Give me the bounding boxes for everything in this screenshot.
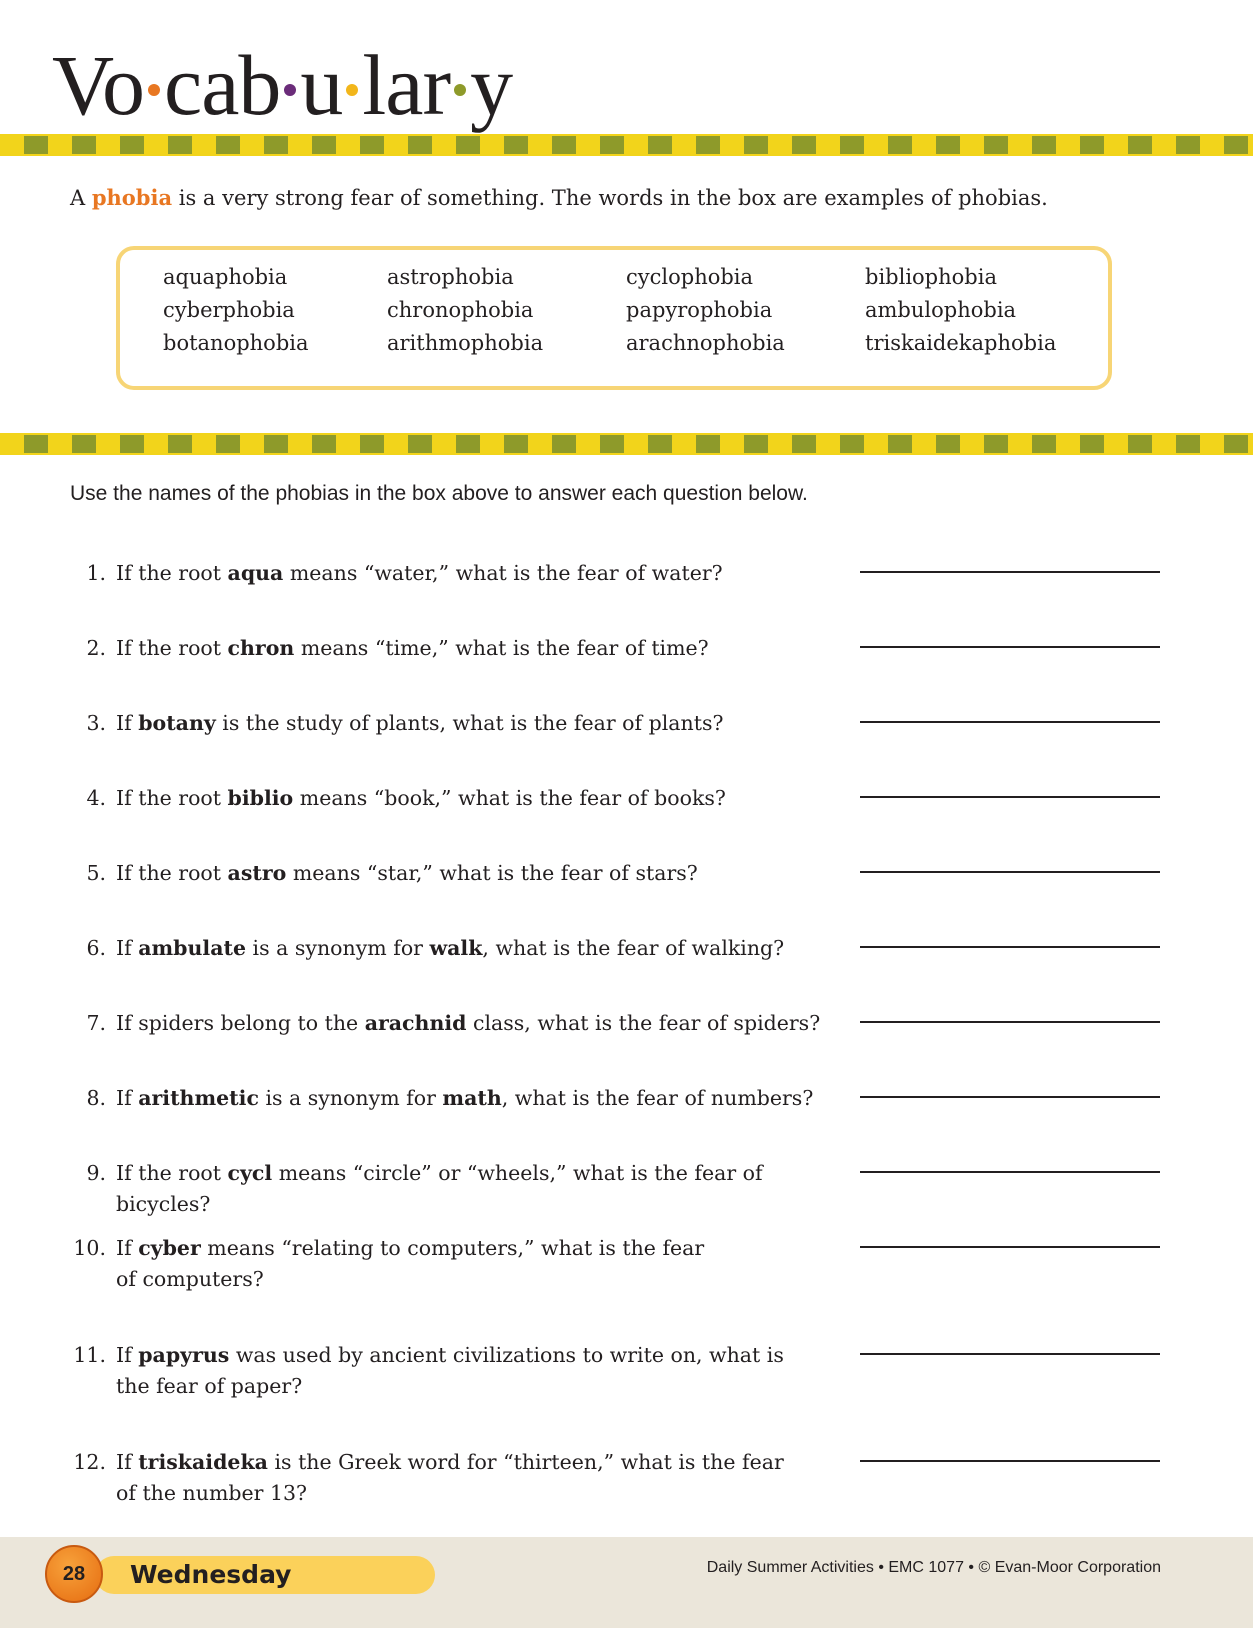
title-syllable: lar: [362, 37, 451, 133]
syllable-dot: [454, 84, 466, 96]
word-box-item: papyrophobia: [626, 298, 773, 322]
answer-line[interactable]: [860, 1246, 1160, 1248]
answer-line[interactable]: [860, 571, 1160, 573]
intro-keyword: phobia: [91, 185, 173, 210]
question-number: 8.: [86, 1086, 106, 1110]
question-item: [70, 633, 850, 664]
answer-line[interactable]: [860, 796, 1160, 798]
intro-after: is a very strong fear of something. The words in the box are examples of phobias.: [172, 186, 1048, 210]
question-number: 9.: [86, 1161, 106, 1185]
title-syllable: u: [300, 37, 343, 133]
question-number: 3.: [86, 711, 106, 735]
question-text-segment: If: [116, 711, 139, 735]
question-text-segment: is a synonym for: [258, 1086, 443, 1110]
question-keyword: ambulate: [138, 936, 246, 960]
question-text-segment: is the study of plants, what is the fear of plants?: [215, 711, 724, 735]
question-text: [116, 708, 850, 739]
page-number: 28: [45, 1545, 103, 1603]
answer-line[interactable]: [860, 946, 1160, 948]
question-text: [116, 933, 850, 964]
question-text: [116, 1158, 860, 1220]
question-keyword: walk: [429, 936, 483, 960]
intro-before: A: [70, 186, 92, 210]
question-item: [70, 558, 850, 589]
question-text-segment: If: [116, 1343, 139, 1367]
syllable-dot: [284, 84, 296, 96]
question-keyword: papyrus: [138, 1343, 230, 1367]
question-text-segment: If the root: [116, 561, 228, 585]
question-number: 2.: [86, 636, 106, 660]
word-box-item: bibliophobia: [865, 265, 997, 289]
question-text-segment: If the root: [116, 861, 228, 885]
question-text-segment: , what is the fear of numbers?: [501, 1086, 814, 1110]
question-text-segment: means “circle” or “wheels,” what is the fear of bicycles?: [116, 1161, 763, 1216]
question-text: [116, 858, 850, 889]
answer-line[interactable]: [860, 1021, 1160, 1023]
question-text: [116, 783, 850, 814]
question-text: [116, 1083, 850, 1114]
question-text-segment: If: [116, 936, 139, 960]
word-box-item: aquaphobia: [163, 265, 288, 289]
question-text-segment: If spiders belong to the: [116, 1011, 365, 1035]
answer-line[interactable]: [860, 721, 1160, 723]
word-box-item: triskaidekaphobia: [865, 331, 1057, 355]
question-text-segment: is the Greek word for “thirteen,” what is the fear of the number 13?: [116, 1450, 784, 1505]
question-item: [70, 783, 850, 814]
answer-line[interactable]: [860, 1096, 1160, 1098]
syllable-dot: [148, 84, 160, 96]
question-item: [70, 1083, 850, 1114]
question-number: 4.: [86, 786, 106, 810]
question-text-segment: means “time,” what is the fear of time?: [294, 636, 709, 660]
answer-line[interactable]: [860, 1171, 1160, 1173]
question-item: [70, 933, 850, 964]
word-box-item: ambulophobia: [865, 298, 1017, 322]
decorative-stripe-top: [0, 134, 1253, 156]
question-text: [116, 1447, 800, 1509]
question-keyword: astro: [227, 861, 287, 885]
word-box-item: cyclophobia: [626, 265, 754, 289]
question-number: 6.: [86, 936, 106, 960]
title-syllable: y: [470, 37, 513, 133]
word-box-item: astrophobia: [387, 265, 514, 289]
word-box-item: cyberphobia: [163, 298, 295, 322]
question-number: 7.: [86, 1011, 106, 1035]
footer-credit: Daily Summer Activities • EMC 1077 • © Evan-Moor Corporation: [706, 1559, 1161, 1576]
question-keyword: math: [442, 1086, 502, 1110]
question-text: [116, 558, 850, 589]
question-item: [70, 1233, 720, 1295]
syllable-dot: [346, 84, 358, 96]
question-item: [70, 1340, 800, 1402]
intro-text: [70, 185, 1048, 210]
question-keyword: arithmetic: [138, 1086, 259, 1110]
question-text-segment: is a synonym for: [246, 936, 430, 960]
word-box-item: arachnophobia: [626, 331, 785, 355]
question-item: [70, 1158, 860, 1220]
answer-line[interactable]: [860, 1353, 1160, 1355]
question-keyword: arachnid: [364, 1011, 467, 1035]
question-text-segment: If the root: [116, 636, 228, 660]
answer-line[interactable]: [860, 1460, 1160, 1462]
answer-line[interactable]: [860, 871, 1160, 873]
question-number: 10.: [73, 1236, 106, 1260]
question-text-segment: means “star,” what is the fear of stars?: [286, 861, 698, 885]
question-keyword: aqua: [227, 561, 284, 585]
page-title: [52, 37, 513, 133]
question-number: 1.: [86, 561, 106, 585]
question-text-segment: class, what is the fear of spiders?: [466, 1011, 821, 1035]
question-keyword: chron: [227, 636, 295, 660]
question-keyword: cycl: [227, 1161, 273, 1185]
question-text-segment: means “relating to computers,” what is the fear of computers?: [116, 1236, 705, 1291]
question-number: 5.: [86, 861, 106, 885]
question-item: [70, 858, 850, 889]
question-item: [70, 708, 850, 739]
day-label: Wednesday: [130, 1560, 292, 1589]
word-box: [116, 246, 1112, 390]
title-syllable: Vo: [52, 37, 145, 133]
question-text: [116, 633, 850, 664]
question-text: [116, 1233, 720, 1295]
word-box-item: arithmophobia: [387, 331, 544, 355]
question-text: [116, 1008, 850, 1039]
question-item: [70, 1447, 800, 1509]
question-text-segment: means “water,” what is the fear of water?: [283, 561, 723, 585]
question-text-segment: was used by ancient civilizations to write on, what is the fear of paper?: [116, 1343, 784, 1398]
question-text-segment: means “book,” what is the fear of books?: [293, 786, 726, 810]
decorative-stripe-middle: [0, 433, 1253, 455]
question-text-segment: If: [116, 1086, 139, 1110]
question-keyword: biblio: [227, 786, 294, 810]
word-box-item: chronophobia: [387, 298, 534, 322]
question-keyword: triskaideka: [138, 1450, 268, 1474]
question-text-segment: If: [116, 1236, 139, 1260]
instructions: Use the names of the phobias in the box above to answer each question below.: [70, 482, 808, 505]
question-text-segment: If the root: [116, 786, 228, 810]
question-text: [116, 1340, 800, 1402]
title-syllable: cab: [164, 37, 281, 133]
question-text-segment: , what is the fear of walking?: [482, 936, 785, 960]
question-number: 12.: [73, 1450, 106, 1474]
word-box-item: botanophobia: [163, 331, 309, 355]
question-item: [70, 1008, 850, 1039]
question-number: 11.: [73, 1343, 106, 1367]
question-text-segment: If: [116, 1450, 139, 1474]
question-text-segment: If the root: [116, 1161, 228, 1185]
answer-line[interactable]: [860, 646, 1160, 648]
question-keyword: botany: [138, 711, 216, 735]
question-keyword: cyber: [138, 1236, 201, 1260]
